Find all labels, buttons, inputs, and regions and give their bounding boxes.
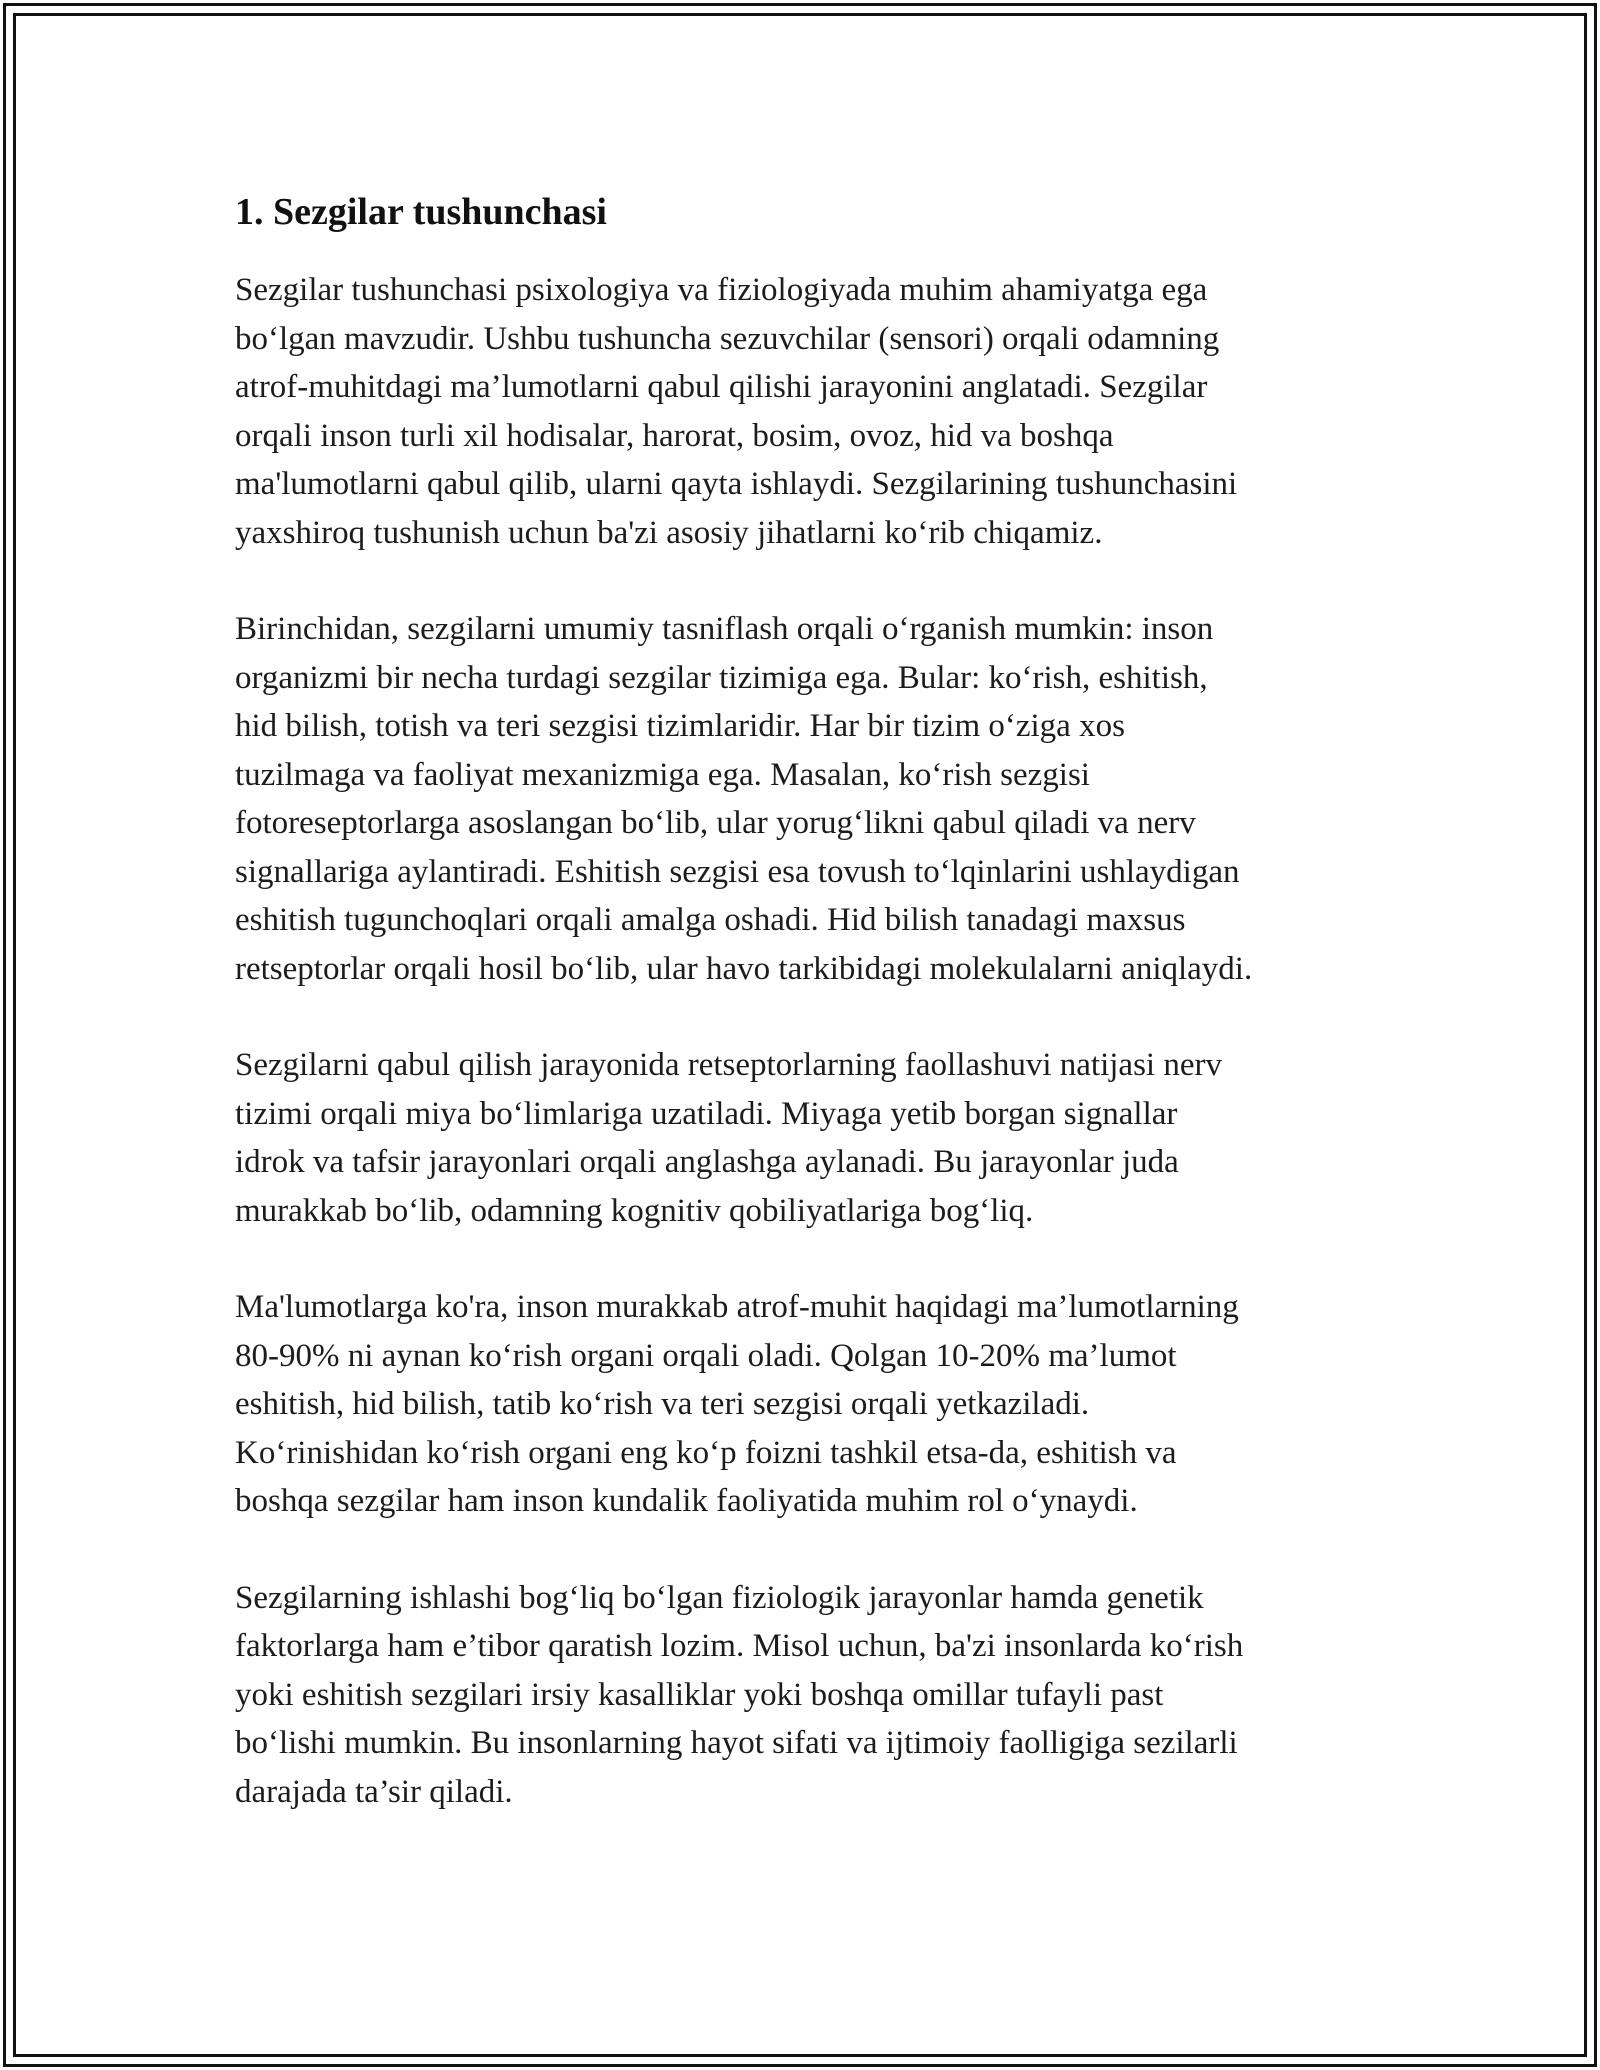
paragraph-line: Sezgilarning ishlashi bog‘liq bo‘lgan fiziologik jarayonlar hamda genetik [235, 1579, 1204, 1616]
paragraph-line: idrok va tafsir jarayonlari orqali anglashga aylanadi. Bu jarayonlar juda [235, 1144, 1179, 1180]
document-body [235, 184, 1395, 1864]
paragraph-line: signallariga aylantiradi. Eshitish sezgisi esa tovush to‘lqinlarini ushlaydigan [235, 853, 1240, 890]
paragraph-intro [235, 266, 1395, 557]
paragraph-statistics [235, 1283, 1395, 1526]
paragraph-line: bo‘lishi mumkin. Bu insonlarning hayot sifati va ijtimoiy faolligiga sezilarli [235, 1725, 1238, 1761]
paragraph-line: atrof-muhitdagi ma’lumotlarni qabul qilishi jarayonini anglatadi. Sezgilar [235, 369, 1208, 405]
paragraph-line: organizmi bir necha turdagi sezgilar tizimiga ega. Bular: ko‘rish, eshitish, [235, 659, 1208, 696]
paragraph-line: retseptorlar orqali hosil bo‘lib, ular havo tarkibidagi molekulalarni aniqlaydi. [235, 950, 1253, 987]
paragraph-line: fotoreseptorlarga asoslangan bo‘lib, ular yorug‘likni qabul qiladi va nerv [235, 805, 1196, 841]
paragraph-line: Ma'lumotlarga ko'ra, inson murakkab atrof-muhit haqidagi ma’lumotlarning [235, 1289, 1239, 1325]
section-heading: 1. Sezgilar tushunchasi [235, 191, 607, 233]
paragraph-line: Sezgilar tushunchasi psixologiya va fiziologiyada muhim ahamiyatga ega [235, 272, 1208, 308]
paragraph-line: Sezgilarni qabul qilish jarayonida retseptorlarning faollashuvi natijasi nerv [235, 1047, 1222, 1083]
paragraph-line: eshitish, hid bilish, tatib ko‘rish va teri sezgisi orqali yetkaziladi. [235, 1386, 1090, 1422]
paragraph-line: yaxshiroq tushunish uchun ba'zi asosiy jihatlarni ko‘rib chiqamiz. [235, 514, 1103, 551]
paragraph-line: yoki eshitish sezgilari irsiy kasalliklar yoki boshqa omillar tufayli past [235, 1676, 1164, 1713]
paragraph-line: bo‘lgan mavzudir. Ushbu tushuncha sezuvchilar (sensori) orqali odamning [235, 320, 1220, 357]
paragraph-line: tizimi orqali miya bo‘limlariga uzatiladi. Miyaga yetib borgan signallar [235, 1095, 1178, 1132]
paragraph-line: Ko‘rinishidan ko‘rish organi eng ko‘p foizni tashkil etsa-da, eshitish va [235, 1434, 1177, 1471]
paragraph-line: 80-90% ni aynan ko‘rish organi orqali oladi. Qolgan 10-20% ma’lumot [235, 1337, 1177, 1374]
paragraph-line: faktorlarga ham e’tibor qaratish lozim. Misol uchun, ba'zi insonlarda ko‘rish [235, 1628, 1244, 1664]
paragraph-line: murakkab bo‘lib, odamning kognitiv qobiliyatlariga bog‘liq. [235, 1192, 1034, 1229]
paragraph-genetics [235, 1574, 1395, 1817]
paragraph-line: hid bilish, totish va teri sezgisi tizimlaridir. Har bir tizim o‘ziga xos [235, 708, 1125, 744]
paragraph-classification [235, 605, 1395, 993]
paragraph-line: tuzilmaga va faoliyat mexanizmiga ega. Masalan, ko‘rish sezgisi [235, 756, 1090, 793]
paragraph-line: ma'lumotlarni qabul qilib, ularni qayta ishlaydi. Sezgilarining tushunchasini [235, 466, 1238, 502]
paragraph-line: darajada ta’sir qiladi. [235, 1773, 513, 1810]
paragraph-line: orqali inson turli xil hodisalar, harorat, bosim, ovoz, hid va boshqa [235, 417, 1114, 454]
paragraph-line: boshqa sezgilar ham inson kundalik faoliyatida muhim rol o‘ynaydi. [235, 1483, 1138, 1519]
paragraph-perception [235, 1041, 1395, 1235]
paragraph-line: Birinchidan, sezgilarni umumiy tasniflash orqali o‘rganish mumkin: inson [235, 611, 1214, 647]
paragraph-line: eshitish tugunchoqlari orqali amalga oshadi. Hid bilish tanadagi maxsus [235, 902, 1186, 938]
